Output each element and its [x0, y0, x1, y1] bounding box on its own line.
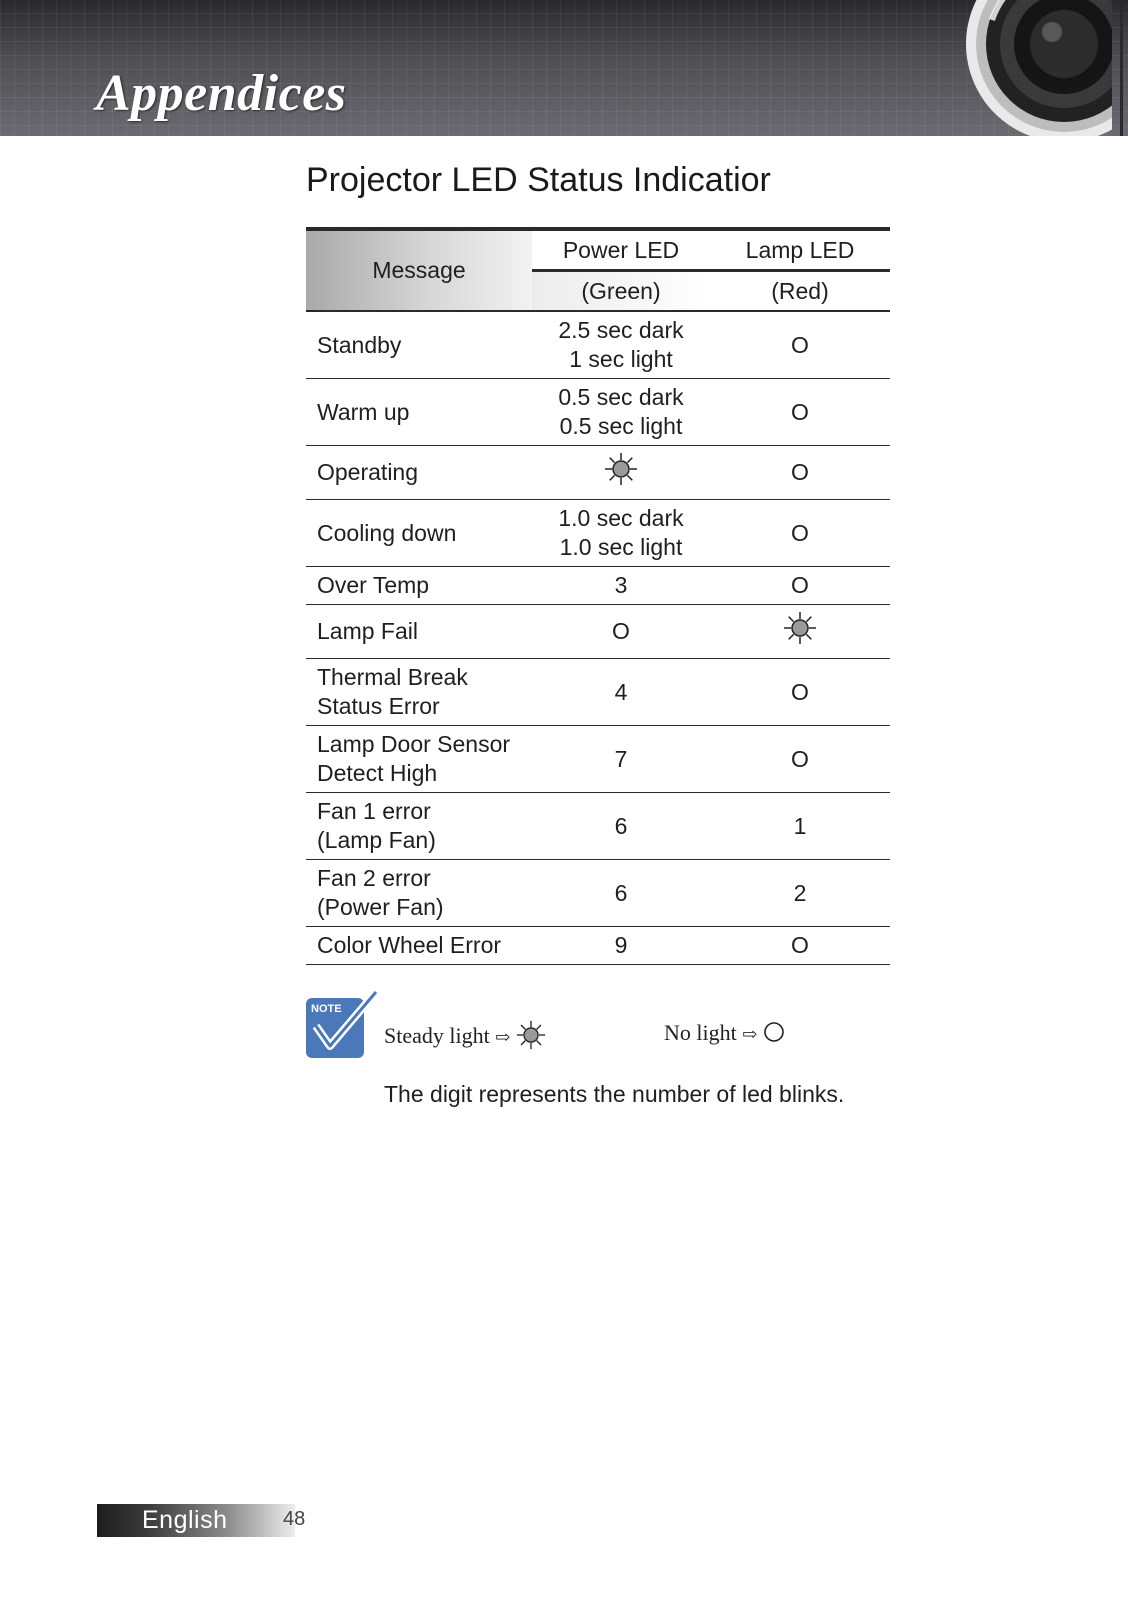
no-light-circle-icon	[763, 1021, 785, 1049]
row-lamp-led	[710, 605, 890, 659]
table-row	[306, 860, 890, 927]
row-lamp-led: O	[710, 311, 890, 379]
row-power-led: 7	[532, 726, 710, 793]
steady-light-icon	[604, 452, 638, 493]
row-message: Lamp Fail	[306, 605, 532, 659]
steady-light-legend	[384, 1020, 546, 1056]
power-led-color: (Green)	[532, 271, 710, 312]
column-header-lamp-led: Lamp LED	[710, 229, 890, 271]
no-light-label: No light	[664, 1020, 737, 1045]
no-light-legend	[664, 1020, 785, 1049]
row-message: Fan 2 error (Power Fan)	[306, 860, 532, 927]
table-row	[306, 311, 890, 379]
row-power-led: 6	[532, 793, 710, 860]
page-number: 48	[283, 1508, 306, 1530]
row-power-led	[532, 446, 710, 500]
footer-language: English	[142, 1506, 228, 1534]
lamp-led-color: (Red)	[710, 271, 890, 312]
table-row	[306, 793, 890, 860]
steady-light-icon	[783, 611, 817, 652]
row-power-led: 1.0 sec dark 1.0 sec light	[532, 500, 710, 567]
banner-edge	[1120, 0, 1123, 136]
table-row	[306, 446, 890, 500]
row-lamp-led: O	[710, 726, 890, 793]
row-power-led: 4	[532, 659, 710, 726]
note-badge-label: Note	[311, 1003, 342, 1015]
projector-lens-image	[952, 0, 1112, 136]
row-power-led: 9	[532, 927, 710, 965]
right-arrow-icon: ⇨	[495, 1027, 511, 1048]
row-power-led: 6	[532, 860, 710, 927]
table-row	[306, 605, 890, 659]
row-power-led: 3	[532, 567, 710, 605]
row-lamp-led: O	[710, 927, 890, 965]
row-message: Over Temp	[306, 567, 532, 605]
table-row	[306, 567, 890, 605]
page-title: Projector LED Status Indicatior	[306, 161, 771, 199]
table-row	[306, 726, 890, 793]
row-lamp-led: O	[710, 567, 890, 605]
row-power-led: 2.5 sec dark 1 sec light	[532, 311, 710, 379]
column-header-message: Message	[306, 229, 532, 311]
section-title: Appendices	[96, 65, 347, 122]
row-lamp-led: O	[710, 446, 890, 500]
row-lamp-led: O	[710, 379, 890, 446]
table-header-row	[306, 229, 890, 271]
table-row	[306, 659, 890, 726]
note-icon	[306, 990, 378, 1062]
row-message: Fan 1 error (Lamp Fan)	[306, 793, 532, 860]
row-message: Cooling down	[306, 500, 532, 567]
row-power-led: O	[532, 605, 710, 659]
row-message: Lamp Door Sensor Detect High	[306, 726, 532, 793]
steady-light-icon	[516, 1020, 546, 1056]
row-lamp-led: 1	[710, 793, 890, 860]
steady-light-label: Steady light	[384, 1023, 490, 1049]
row-message: Standby	[306, 311, 532, 379]
row-lamp-led: O	[710, 659, 890, 726]
row-message: Warm up	[306, 379, 532, 446]
header-banner	[0, 0, 1128, 136]
row-lamp-led: O	[710, 500, 890, 567]
column-header-power-led: Power LED	[532, 229, 710, 271]
row-message: Thermal Break Status Error	[306, 659, 532, 726]
table-row	[306, 500, 890, 567]
table-row	[306, 379, 890, 446]
row-message: Color Wheel Error	[306, 927, 532, 965]
row-message: Operating	[306, 446, 532, 500]
table-row	[306, 927, 890, 965]
led-status-table	[306, 227, 890, 965]
row-power-led: 0.5 sec dark 0.5 sec light	[532, 379, 710, 446]
note-text: The digit represents the number of led blinks.	[384, 1081, 845, 1107]
row-lamp-led: 2	[710, 860, 890, 927]
right-arrow-icon: ⇨	[742, 1024, 758, 1044]
